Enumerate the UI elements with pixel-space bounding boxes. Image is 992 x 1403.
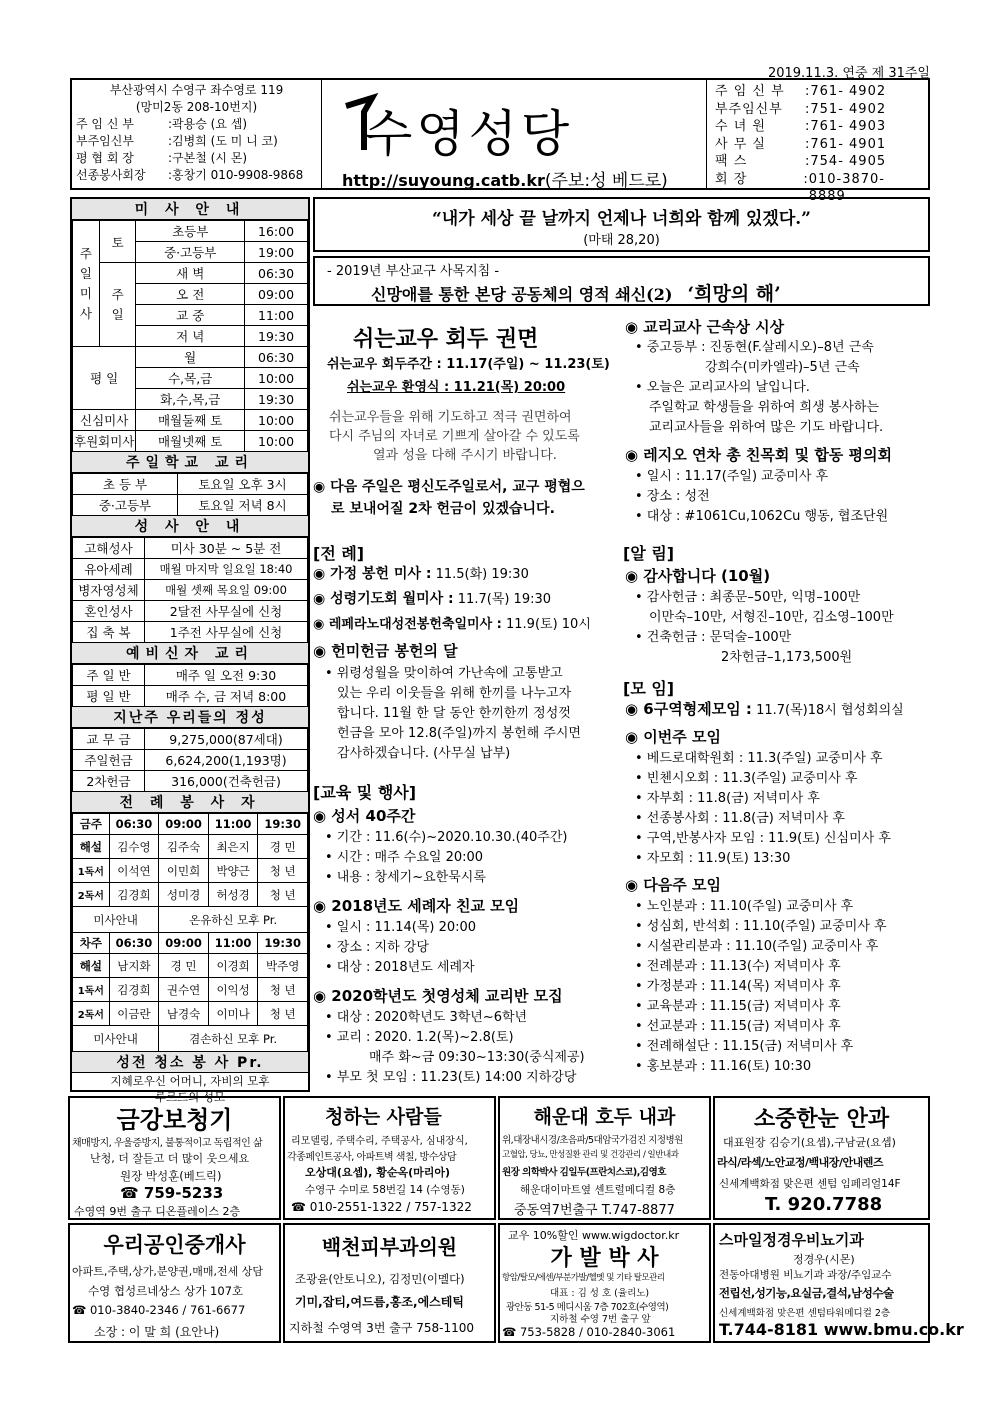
staff-role: 선종봉사회장 [76,168,146,182]
meeting-line: • 선종봉사회 : 11.8(금) 저녁미사 후 [635,811,845,826]
meeting-line: • 교육분과 : 11.15(금) 저녁미사 후 [635,999,841,1014]
meeting-line: • 선교분과 : 11.15(금) 저녁미사 후 [635,1019,841,1034]
ad-phone: 중동역7번출구 T.747-8877 [514,1203,675,1218]
ad-line: 채매방지, 우울증방지, 불통적이고 독립적인 삶 [72,1138,263,1149]
sunday-label: 주 일 미 사 [73,221,100,347]
mass-time: 09:00 [245,284,308,305]
header [70,78,930,204]
cell: 미사안내 [73,1026,159,1052]
cell: 06:30 [109,933,159,954]
ad-line: 각종페인트공사, 아파트벽 색칠, 방수상담 [287,1152,457,1163]
cell: 겸손하신 모후 Pr. [159,1026,308,1052]
ad-line: 아파트,주택,상가,분양권,매매,전세 상담 [72,1265,263,1278]
cell: 경 민 [159,954,209,978]
cell: 1독서 [73,859,110,883]
cell: 김경희 [109,883,159,907]
cell: 허성경 [208,883,258,907]
row-label: 고해성사 [73,538,145,559]
content-area [313,308,930,1094]
thanks-line: • 건축헌금 : 문덕술–100만 [635,630,792,645]
cell: 경 민 [258,835,308,859]
cleaning-title: 성전 청소 봉 사 Pr. [72,1052,308,1073]
ad-line: 신세계백화점 맞은편 센텀타워메디컬 2층 [719,1308,891,1319]
thanks-line: • 감사헌금 : 최종문–50만, 익명–100만 [635,590,861,605]
donation-title: ◉ 헌미헌금 봉헌의 달 [313,642,458,660]
ad-line: 항암/탈모/에센/부분가발/헬멧 및 기타 탈모관리 [502,1273,665,1283]
retired-title: 쉬는교우 회두 권면 [353,327,539,352]
mass-name: 화,수,목,금 [136,389,245,410]
meeting-label: ◉ 6구역형제모임 : [625,700,752,718]
ad-line: 소장 : 이 말 희 (요안나) [94,1325,220,1339]
thanks-line: 이만숙–10만, 서형진–10만, 김소영–100만 [649,610,894,625]
mass-time: 06:30 [245,263,308,284]
confirm-line: • 장소 : 지하 강당 [325,940,429,955]
cell: 11:00 [208,933,258,954]
ad-line: 위,대장내시경/초음파/5대암국가검진 지정병원 [502,1135,683,1146]
liturgy-this-table [72,813,308,1052]
cell: 이미나 [208,1002,258,1026]
ad-wig [498,1223,711,1343]
mass-time: 19:00 [245,242,308,263]
pastoral-line1: - 2019년 부산교구 사목지침 - [327,264,500,279]
row-value: 6,624,200(1,193명) [145,750,308,771]
row-label: 혼인성사 [73,601,145,622]
mass-time: 10:00 [245,368,308,389]
meeting-line: • 자부회 : 11.8(금) 저녁미사 후 [635,791,820,806]
mass-time: 11:00 [245,305,308,326]
ad-line: 대표 : 김 성 호 (율리노) [550,1288,650,1299]
item-value: 11.9(토) 10시 [506,617,591,632]
sunday-school-table [72,473,308,516]
row-value: 토요일 오후 3시 [178,474,308,495]
cell: 청 년 [258,883,308,907]
teacher-line: 강희수(미카엘라)–5년 근속 [705,360,860,375]
cell: 청 년 [258,859,308,883]
cell: 김수영 [109,835,159,859]
ad-line: 리모델링, 주택수리, 주택공사, 심내장식, [291,1136,468,1147]
ad-title: 가 발 박 사 [550,1246,659,1271]
mass-time: 10:00 [245,431,308,452]
phone-label: 팩 스 [715,154,748,169]
meeting-line: • 홍보분과 : 11.16(토) 10:30 [635,1059,812,1074]
cell: 이민희 [159,859,209,883]
phone-number: 761- 4902 [810,84,887,99]
cell: 이금란 [109,1002,159,1026]
staff-role: 주 임 신 부 [76,117,134,131]
parish-info: 부산광역시 수영구 좌수영로 119 (망미2동 208-10번지) 주 임 신 부 : 곽용승 (요 셉) 부주임신부 : 김병희 (도 미 니 코) 평 협 회 장 : 구본철 (시 몬) 선종봉사회장 : 홍창기 010-9908-9868 [72,80,322,188]
row-value: 매월 셋째 목요일 09:00 [145,580,308,601]
bible-title: ◉ 성서 40주간 [313,807,416,825]
cell: 남지화 [109,954,159,978]
parish-logo: 수영성당 [364,105,574,163]
collection-notice: 로 보내어질 2차 헌금이 있겠습니다. [331,501,555,517]
cell: 박주영 [258,954,308,978]
ad-title: 백천피부과의원 [321,1235,458,1259]
mass-name: 후원회미사 [73,431,136,452]
mass-title: 미 사 안 내 [72,199,308,220]
cell: 19:30 [258,933,308,954]
ad-phone: ☎ 753-5828 / 010-2840-3061 [502,1325,676,1339]
ad-line: 대표원장 김승기(요셉),구남균(요셉) [723,1136,896,1149]
sat-label: 토 [99,221,136,263]
cell: 2독서 [73,883,110,907]
row-label: 병자영성체 [73,580,145,601]
staff-name: 곽용승 (요 셉) [172,117,247,131]
ad-title: 우리공인중개사 [103,1232,246,1257]
phone-number: 761- 4903 [810,119,887,134]
quote-ref: (마태 28,20) [583,233,660,248]
meeting-line: • 시설관리분과 : 11.10(주일) 교중미사 후 [635,939,879,954]
fc-line: 매주 화~금 09:30~13:30(중식제공) [369,1050,585,1065]
ad-realty [68,1223,281,1343]
row-label: 교 무 금 [73,729,145,750]
retired-line: 쉬는교우 환영식 : 11.21(목) 20:00 [347,380,566,395]
cell: 최은지 [208,835,258,859]
ad-line: 전동아대병원 비뇨기과 과장/주임교수 [719,1269,892,1281]
cell: 이익성 [208,978,258,1002]
ad-line: 원장 박성훈(베드릭) [120,1169,222,1183]
fc-title: ◉ 2020학년도 첫영성체 교리반 모집 [313,987,563,1005]
thanks-line: 2차헌금–1,173,500원 [721,650,853,665]
ad-line: 신세계백화점 맞은편 센텀 임페리얼14F [719,1178,901,1190]
row-value: 매주 수, 금 저녁 8:00 [145,686,308,707]
ad-line: 교우 10%할인 www.wigdoctor.kr [508,1229,680,1242]
cell: 권수연 [159,978,209,1002]
cell: 청 년 [258,1002,308,1026]
mass-day: 매월둘째 토 [136,410,245,431]
sacrament-table [72,537,308,643]
donation-line: 있는 우리 이웃들을 위해 한끼를 나누고자 [337,686,572,701]
ad-phone: ☎ 010-2551-1322 / 757-1322 [291,1200,472,1214]
url-text[interactable]: http://suyoung.catb.kr [342,171,545,190]
cell: 09:00 [159,933,209,954]
phone-list: 주 임 신 부 : 761- 4902 부주임신부 : 751- 4902 수 녀 원 : 761- 4903 사 무 실 : 761- 4901 팩 스 : 754- 4905 회 장 : 010-3870-8889 [706,80,928,188]
cell: 이경희 [208,954,258,978]
cell: 김주숙 [159,835,209,859]
cell: 박양근 [208,859,258,883]
ad-line: 고혈압, 당뇨, 만성질환 관리 및 건강관리 / 일반내과 [502,1150,679,1160]
fc-line: • 교리 : 2020. 1.2(목)~2.8(토) [325,1030,514,1045]
teacher-line: 교리교사들을 위하여 많은 기도 바랍니다. [649,420,884,435]
ad-phone: ☎ 759-5233 [120,1184,224,1202]
ad-line: 난청, 더 잘듣고 더 많이 웃으세요 [90,1152,250,1165]
ad-phone: T. 920.7788 [765,1194,883,1215]
meeting-line: • 구역,반봉사자 모임 : 11.9(토) 신심미사 후 [635,831,891,846]
mass-name: 오 전 [136,284,245,305]
item-label: ◉ 성령기도회 월미사 : [313,591,454,607]
row-value: 9,275,000(87세대) [145,729,308,750]
donation-line: • 위령성월을 맞이하여 가난속에 고통받고 [325,666,563,681]
sacrament-title: 성 사 안 내 [72,516,308,537]
mass-time: 16:00 [245,221,308,242]
mass-name: 새 벽 [136,263,245,284]
mass-name: 초등부 [136,221,245,242]
ad-line: 수영구 수미로 58번길 14 (수영동) [305,1184,465,1196]
phone-number: 761- 4901 [810,136,887,152]
ad-hearing [68,1096,281,1220]
meeting-line: • 성심회, 반석회 : 11.10(주일) 교중미사 후 [635,919,887,934]
mass-name: 저 녁 [136,326,245,347]
date-line: 2019.11.3. 연중 제 31주일 [767,66,930,81]
mass-table [72,220,308,452]
quote-text: “내가 세상 끝 날까지 언제나 너희와 함께 있겠다.” [432,209,811,229]
phone-label: 부주임신부 [715,101,783,117]
ad-line: 지하철 수영 7번 출구 앞 [550,1314,651,1325]
ad-phone: 지하철 수영역 3번 출구 758-1100 [289,1321,474,1335]
item-label: ◉ 레페라노대성전봉헌축일미사 : [313,617,502,632]
collection-notice: ◉ 다음 주일은 평신도주일로서, 교구 평협으 [313,479,585,495]
meeting-line: • 자모회 : 11.9(토) 13:30 [635,851,791,866]
weekday-label: 평 일 [73,347,136,410]
cell: 미사안내 [73,907,159,933]
next-week-title: ◉ 다음주 모임 [625,876,721,894]
ad-line: 수영 협성르네상스 상가 107호 [88,1284,244,1298]
pastoral-line2: 신망애를 통한 본당 공동체의 영적 쇄신(2) [371,285,673,304]
ad-line: 라식/라섹/노안교정/백내장/안내렌즈 [717,1156,883,1169]
ad-phone: T.744-8181 www.bmu.co.kr [719,1320,964,1339]
ad-title: 해운대 호두 내과 [533,1106,676,1128]
legio-line: • 대상 : #1061Cu,1062Cu 행동, 협조단원 [635,509,889,524]
row-value: 토요일 저녁 8시 [178,495,308,516]
ad-line: ☎ 010-3840-2346 / 761-6677 [72,1303,246,1317]
row-value: 매월 마지막 일요일 18:40 [145,559,308,580]
ad-line: 조광윤(안토니오), 김정민(이멜다) [295,1272,465,1286]
cell: 09:00 [159,814,209,835]
cell: 해설 [73,835,110,859]
staff-name: 홍창기 010-9908-9868 [172,168,304,182]
item-label: ◉ 가정 봉헌 미사 : [313,566,432,582]
donation-line: 감사하겠습니다. (사무실 납부) [337,746,511,761]
cell: 11:00 [208,814,258,835]
cell: 금주 [73,814,110,835]
address-line: 부산광역시 수영구 좌수영로 119 [109,83,284,97]
patron-text: (주보:성 베드로) [544,171,668,191]
row-value: 매주 일 오전 9:30 [145,665,308,686]
fc-line: • 부모 첫 모임 : 11.23(토) 14:00 지하강당 [325,1070,577,1085]
this-week-title: ◉ 이번주 모임 [625,728,721,746]
bible-line: • 내용 : 창세기~요한묵시록 [325,870,486,885]
row-label: 2차헌금 [73,771,145,792]
confirm-line: • 일시 : 11.14(목) 20:00 [325,920,477,935]
row-label: 평 일 반 [73,686,145,707]
phone-label: 회 장 [715,171,748,187]
ad-line: 전립선,성기능,요실금,결석,남성수술 [719,1286,894,1300]
cell: 19:30 [258,814,308,835]
cell: 06:30 [109,814,159,835]
cell: 온유하신 모후 Pr. [159,907,308,933]
cell: 해설 [73,954,110,978]
row-value: 2달전 사무실에 신청 [145,601,308,622]
cell: 청 년 [258,978,308,1002]
row-label: 중·고등부 [73,495,178,516]
ad-title: 금강보청기 [116,1106,233,1134]
row-label: 유아세례 [73,559,145,580]
row-label: 주 일 반 [73,665,145,686]
retired-body: 다시 주님의 자녀로 기쁘게 살아갈 수 있도록 [329,429,580,444]
ad-line: 정경우(시몬) [793,1253,855,1266]
ad-eye [713,1096,930,1220]
left-column [70,197,310,1104]
teacher-line: • 오늘은 교리교사의 날입니다. [635,380,810,395]
mass-name: 교 중 [136,305,245,326]
catechumen-table [72,664,308,707]
teacher-line: 주일학교 학생들을 위하여 희생 봉사하는 [649,400,880,415]
mass-day: 매월넷째 토 [136,431,245,452]
ad-title: 청하는 사람들 [325,1106,442,1128]
mass-time: 06:30 [245,347,308,368]
phone-label: 사 무 실 [715,136,766,152]
meeting-title: [모 임] [623,679,675,698]
mass-name: 월 [136,347,245,368]
ad-line: 광안동 51-5 메디시움 7층 702호(수영역) [506,1302,669,1313]
retired-line: 쉬는교우 회두주간 : 11.17(주일) ~ 11.23(토) [327,357,610,372]
row-value: 1주전 사무실에 신청 [145,622,308,643]
item-value: 11.7(목) 19:30 [457,592,552,607]
meeting-value: 11.7(목)18시 협성회의실 [756,703,904,718]
staff-role: 부주임신부 [76,134,134,148]
retired-body: 열과 성을 다해 주시기 바랍니다. [373,448,557,463]
cell: 1독서 [73,978,110,1002]
ad-title: 소중한눈 안과 [753,1107,890,1132]
sun-label: 주 일 [99,263,136,347]
staff-name: 김병희 (도 미 니 코) [172,134,278,148]
phone-label: 수 녀 원 [715,119,766,134]
cell: 남경숙 [159,1002,209,1026]
notice-title: [알 림] [623,544,675,563]
meeting-line: • 노인분과 : 11.10(주일) 교중미사 후 [635,899,854,914]
ad-line: 기미,잡티,여드름,홍조,에스테틱 [295,1295,464,1309]
thanks-title: ◉ 감사합니다 (10월) [625,567,771,585]
mass-name: 신심미사 [73,410,136,431]
pastoral-box [313,256,930,306]
donation-line: 헌금을 모아 12.8(주일)까지 봉헌해 주시면 [337,726,581,741]
row-label: 집 축 복 [73,622,145,643]
cleaning-line: 지혜로우신 어머니, 자비의 모후 [110,1074,270,1088]
cleaning-line: 루르드의 성모 [154,1090,226,1104]
staff-role: 평 협 회 장 [76,151,134,165]
cell: 2독서 [73,1002,110,1026]
ad-title: 스마일정경우비뇨기과 [719,1231,864,1249]
ad-remodel [283,1096,496,1220]
staff-name: 구본철 (시 몬) [172,151,247,165]
edu-section-title: [교육 및 행사] [313,783,417,802]
logo-area [324,80,708,191]
cell: 김경희 [109,978,159,1002]
catechumen-title: 예비신자 교리 [72,643,308,664]
confirm-title: ◉ 2018년도 세례자 친교 모임 [313,897,520,915]
legio-line: • 장소 : 성전 [635,489,710,504]
legio-line: • 일시 : 11.17(주일) 교중미사 후 [635,469,829,484]
ad-urology [713,1223,964,1343]
mass-name: 중·고등부 [136,242,245,263]
fc-line: • 대상 : 2020학년도 3학년~6학년 [325,1010,528,1025]
meeting-line: • 빈첸시오회 : 11.3(주일) 교중미사 후 [635,771,858,786]
meeting-line: • 가정분과 : 11.14(목) 저녁미사 후 [635,979,841,994]
offering-title: 지난주 우리들의 정성 [72,707,308,728]
ad-line: 해운대이마트옆 센트럴메디컬 8층 [520,1184,676,1196]
donation-line: 합니다. 11월 한 달 동안 한끼한끼 정성껏 [337,706,571,721]
mass-time: 19:30 [245,326,308,347]
sunday-school-title: 주일학교 교리 [72,452,308,473]
row-label: 초 등 부 [73,474,178,495]
meeting-line: • 전례해설단 : 11.15(금) 저녁미사 후 [635,1039,854,1054]
ad-line: 오상대(요셉), 황순옥(마리아) [305,1166,451,1179]
address-line: (망미2동 208-10번지) [135,100,258,114]
pastoral-highlight: ‘희망의 해’ [687,283,781,305]
ad-clinic [498,1096,711,1220]
phone-number: 754- 4905 [810,154,887,169]
cell: 성미경 [159,883,209,907]
parish-url[interactable] [342,166,668,191]
phone-label: 주 임 신 부 [715,84,785,99]
teacher-title: ◉ 교리교사 근속상 시상 [625,318,785,336]
ad-line: 원장 의학박사 김일두(프란치스코),김영호 [502,1167,666,1178]
legio-title: ◉ 레지오 연차 총 친목회 및 합동 평의회 [625,446,892,464]
bible-line: • 기간 : 11.6(수)~2020.10.30.(40주간) [325,830,568,845]
mass-time: 19:30 [245,389,308,410]
row-label: 주일헌금 [73,750,145,771]
item-value: 11.5(화) 19:30 [435,567,529,582]
meeting-line: • 베드로대학원회 : 11.3(주일) 교중미사 후 [635,751,883,766]
meeting-line: • 전례분과 : 11.13(수) 저녁미사 후 [635,959,841,974]
teacher-line: • 중고등부 : 진동현(F.살레시오)–8년 근속 [635,340,874,355]
ad-dermatology [283,1223,496,1343]
mass-time: 10:00 [245,410,308,431]
phone-number: 751- 4902 [810,101,887,117]
phone-number: 010-3870-8889 [808,171,885,204]
confirm-line: • 대상 : 2018년도 세례자 [325,960,475,975]
cell: 차주 [73,933,110,954]
liturgy-title: 전 례 봉 사 자 [72,792,308,813]
row-value: 미사 30분 ~ 5분 전 [145,538,308,559]
offering-table [72,728,308,792]
mass-name: 수,목,금 [136,368,245,389]
bible-line: • 시간 : 매주 수요일 20:00 [325,850,484,865]
liturgy-section-title: [전 례] [313,544,365,563]
ad-line: 수영역 9번 출구 디온플레이스 2층 [74,1205,241,1218]
quote-box [313,197,930,252]
cell: 이석연 [109,859,159,883]
row-value: 316,000(건축헌금) [145,771,308,792]
retired-body: 쉬는교우들을 위해 기도하고 적극 권면하여 [329,410,572,425]
